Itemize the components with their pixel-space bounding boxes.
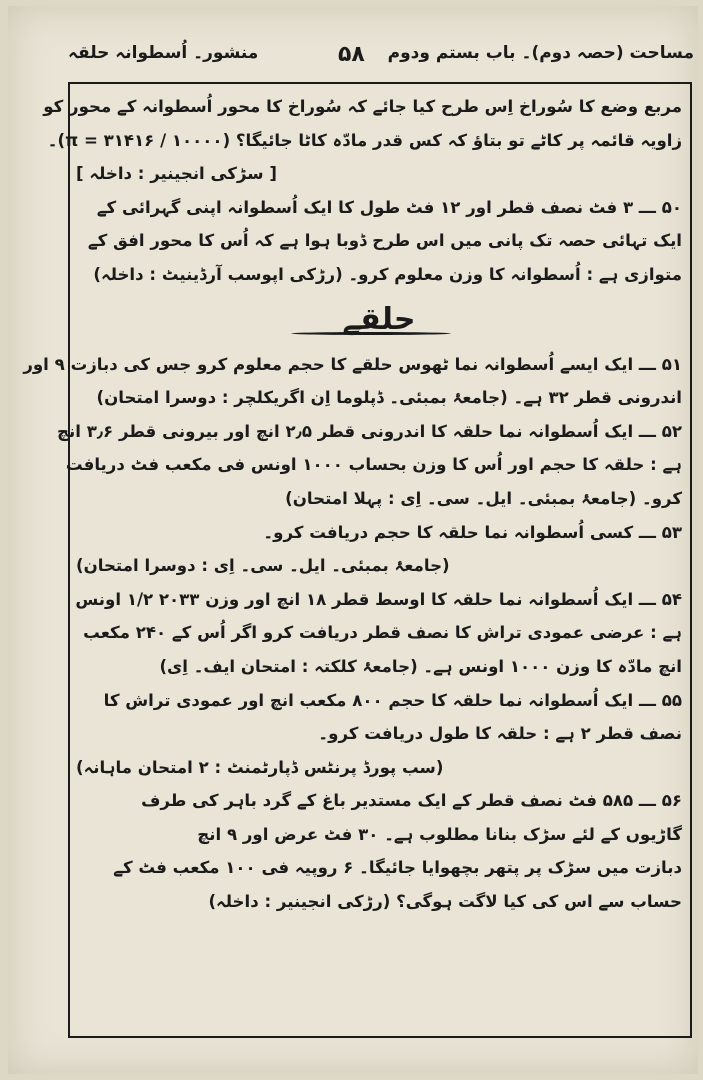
scanned-page [8, 6, 698, 1074]
problem-52: ۵۲ ـــ ایک اُسطوانہ نما حلقہ کا اندرونی قطر ۲٫۵ انچ اور بیرونی قطر ۳٫۶ انچ [57, 421, 682, 441]
text-line: ہے : عرضی عمودی تراش کا نصف قطر دریافت کرو اگر اُس کے ۲۴۰ مکعب [83, 623, 682, 643]
text-line: دبازت میں سڑک پر پتھر بچھوایا جائیگا۔ ۶ روپیہ فی ۱۰۰ مکعب فٹ کے [113, 858, 682, 878]
running-head-topic: منشور۔ اُسطوانہ حلقہ [68, 43, 259, 63]
text-line: متوازی ہے : اُسطوانہ کا وزن معلوم کرو۔ (رڑکی اپوسب آرڈینیٹ : داخلہ) [93, 264, 682, 284]
text-line: حساب سے اس کی کیا لاگت ہوگی؟ (رڑکی انجینیر : داخلہ) [208, 892, 682, 912]
exam-source: [ سڑکی انجینیر : داخلہ ] [76, 164, 277, 184]
text-line: ایک تہائی حصہ تک پانی میں اس طرح ڈوبا ہوا ہے کہ اُس کا محور افق کے [87, 231, 682, 251]
problem-50: ۵۰ ـــ ۳ فٹ نصف قطر اور ۱۲ فٹ طول کا ایک اُسطوانہ اپنی گہرائی کے [96, 197, 682, 217]
running-head [68, 38, 698, 72]
problem-53: ۵۳ ـــ کسی اُسطوانہ نما حلقہ کا حجم دریافت کرو۔ [263, 522, 682, 542]
problem-54: ۵۴ ـــ ایک اُسطوانہ نما حلقہ کا اوسط قطر ۱۸ انچ اور وزن ۲۰۳۳ ۱/۲ اونس [75, 589, 682, 609]
text-line: انچ مادّہ کا وزن ۱۰۰۰ اونس ہے۔ (جامعۂ کلکتہ : امتحان ایف۔ اِی) [159, 656, 682, 676]
section-heading: حلقے [76, 292, 682, 348]
problem-51: ۵۱ ـــ ایک ایسے اُسطوانہ نما ٹھوس حلقے کا حجم معلوم کرو جس کی دبازت ۹ اور [23, 354, 682, 374]
text-line: نصف قطر ۲ ہے : حلقہ کا طول دریافت کرو۔ [318, 724, 682, 744]
text-line: مربع وضع کا سُوراخ اِس طرح کیا جائے کہ سُوراخ کا محور اُسطوانہ کے محور کو [43, 97, 682, 116]
text-line: ہے : حلقہ کا حجم اور اُس کا وزن بحساب ۱۰۰۰ اونس فی مکعب فٹ دریافت [65, 455, 682, 475]
text-line: کرو۔ (جامعۂ بمبئی۔ ایل۔ سی۔ اِی : پہلا امتحان) [285, 488, 682, 508]
text-line: اندرونی قطر ۳۲ ہے۔ (جامعۂ بمبئی۔ ڈپلوما اِن اگریکلچر : دوسرا امتحان) [96, 388, 682, 408]
text-frame [23, 82, 692, 1038]
exam-source: (سب پورڈ پرنٹس ڈپارٹمنٹ : ۲ امتحان ماہانہ) [76, 757, 444, 777]
body-text [23, 90, 682, 919]
text-line: گاڑیوں کے لئے سڑک بنانا مطلوب ہے۔ ۳۰ فٹ عرض اور ۹ انچ [197, 824, 682, 844]
problem-55: ۵۵ ـــ ایک اُسطوانہ نما حلقہ کا حجم ۸۰۰ مکعب انچ اور عمودی تراش کا [103, 690, 682, 710]
running-head-chapter: مساحت (حصہ دوم)۔ باب بستم ودوم [387, 43, 694, 63]
problem-56: ۵۶ ـــ ۵۸۵ فٹ نصف قطر کے ایک مستدیر باغ کے گرد باہر کی طرف [141, 791, 682, 811]
exam-source: (جامعۂ بمبئی۔ ایل۔ سی۔ اِی : دوسرا امتحان) [76, 556, 450, 576]
text-line: زاویہ قائمہ پر کاٹے تو بتاؤ کہ کس قدر مادّہ کاٹا جائیگا؟ (π = ۳۱۴۱۶ / ۱۰۰۰۰)۔ [47, 130, 682, 150]
page-number: ۵۸ [338, 42, 365, 67]
